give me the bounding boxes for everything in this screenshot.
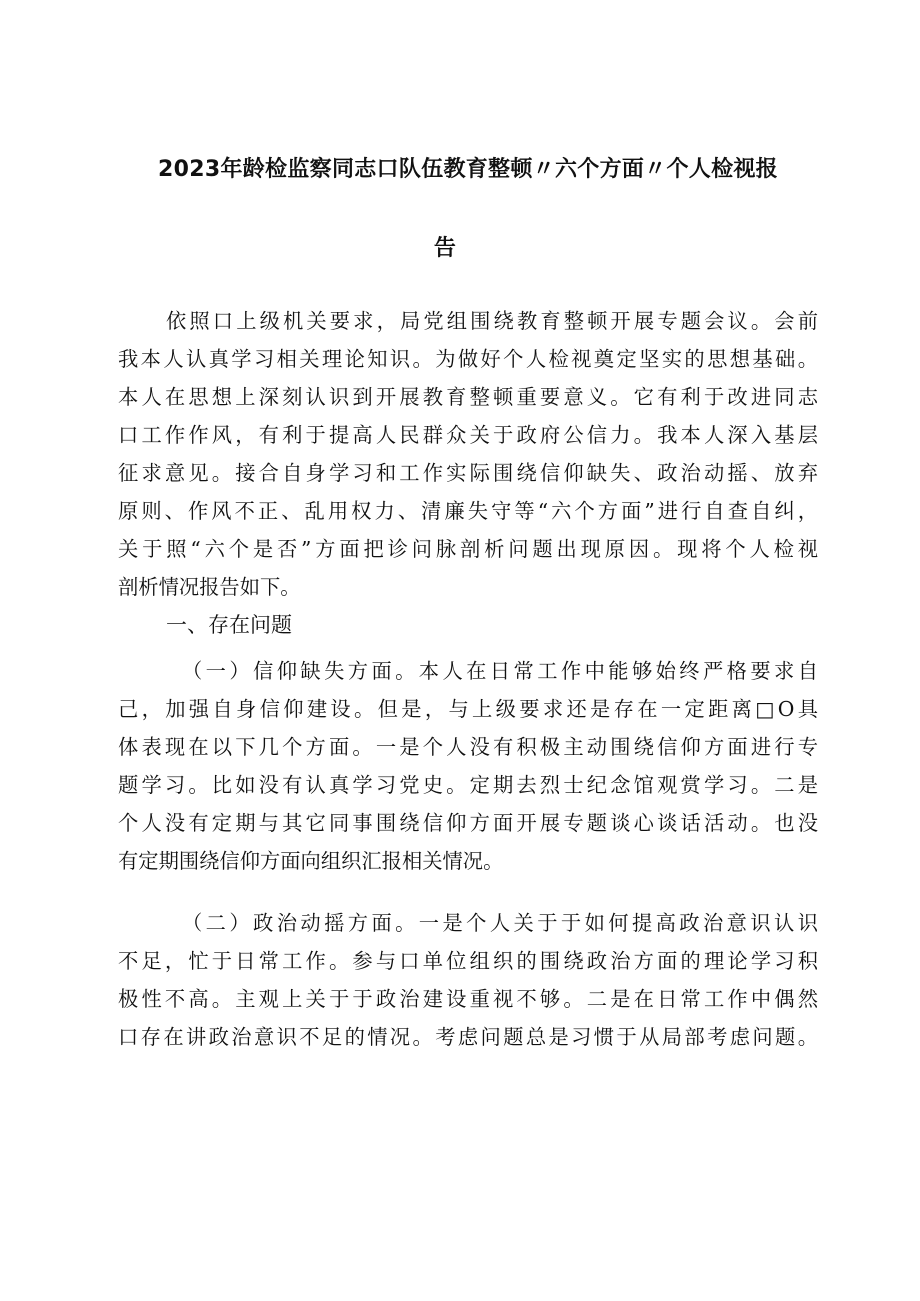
document-title-line-1: 2023年龄检监察同志口队伍教育整顿〃六个方面〃个人检视报	[158, 157, 778, 182]
document-title-line-2: 告	[433, 236, 457, 261]
paragraph-line: 剖析情况报告如下。	[118, 575, 301, 599]
paragraph-line: （一）信仰缺失方面。本人在日常工作中能够始终严格要求自	[182, 659, 818, 683]
paragraph-line: 征求意见。接合自身学习和工作实际围绕信仰缺失、政治动摇、放弃	[118, 461, 818, 485]
paragraph-line: 己，加强自身信仰建设。但是，与上级要求还是存在一定距离□O具	[118, 697, 818, 721]
paragraph-line: 个人没有定期与其它同事围绕信仰方面开展专题谈心谈话活动。也没	[118, 811, 818, 835]
paragraph-line: 不足，忙于日常工作。参与口单位组织的围绕政治方面的理论学习积	[118, 949, 818, 973]
paragraph-line: 关于照“六个是否”方面把诊问脉剖析问题出现原因。现将个人检视	[118, 537, 818, 561]
paragraph-line: 我本人认真学习相关理论知识。为做好个人检视奠定坚实的思想基础。	[118, 347, 818, 371]
paragraph-line: （二）政治动摇方面。一是个人关于于如何提高政治意识认识	[182, 911, 818, 935]
paragraph-line: 口工作作风，有利于提高人民群众关于政府公信力。我本人深入基层	[118, 423, 818, 447]
paragraph-line: 本人在思想上深刻认识到开展教育整顿重要意义。它有利于改进同志	[118, 385, 818, 409]
paragraph-line: 有定期围绕信仰方面向组织汇报相关情况。	[118, 849, 504, 873]
paragraph-line: 依照口上级机关要求，局党组围绕教育整顿开展专题会议。会前	[166, 309, 818, 333]
paragraph-line: 极性不高。主观上关于于政治建设重视不够。二是在日常工作中偶然	[118, 987, 818, 1011]
paragraph-line: 题学习。比如没有认真学习党史。定期去烈士纪念馆观赏学习。二是	[118, 773, 818, 797]
paragraph-line: 体表现在以下几个方面。一是个人没有积极主动围绕信仰方面进行专	[118, 735, 818, 759]
paragraph-line: 原则、作风不正、乱用权力、清廉失守等“六个方面”进行自查自纠，	[118, 499, 818, 523]
section-heading: 一、存在问题	[166, 613, 292, 637]
paragraph-line: 口存在讲政治意识不足的情况。考虑问题总是习惯于从局部考虑问题。	[118, 1025, 818, 1049]
